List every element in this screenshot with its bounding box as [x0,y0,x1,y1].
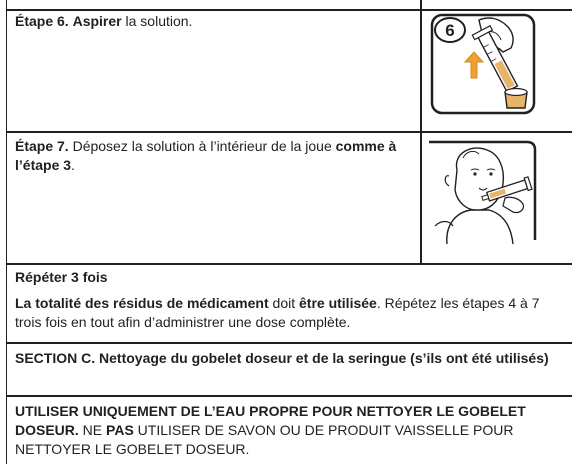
row-divider [7,263,572,265]
row-divider [7,131,572,133]
repeat-text: La totalité des résidus de médicament doit être utilisée. Répétez les étapes 4 à 7 trois fois en tout afin d’administrer une dose complète. [15,295,540,330]
syringe-drawing-illustration [427,12,539,118]
instruction-table [6,0,572,464]
step7-text: Étape 7. Déposez la solution à l’intérieur de la joue comme à l’étape 3. [15,138,397,173]
row-divider [7,395,572,397]
step6-text: Étape 6. Aspirer la solution. [15,13,193,29]
row-divider [7,9,572,11]
cleaning-warning: UTILISER UNIQUEMENT DE L’EAU PROPRE POUR NETTOYER LE GOBELET DOSEUR. NE PAS UTILISER DE SAVON OU DE PRODUIT VAISSELLE POUR NETTOYER LE GOBELET DOSEUR. [15,403,526,457]
repeat-heading: Répéter 3 fois [15,269,108,285]
step-badge: 6 [445,21,455,40]
baby-syringe-illustration [427,140,539,246]
row-divider [7,342,572,344]
column-divider [420,0,422,264]
section-c-heading: SECTION C. Nettoyage du gobelet doseur et de la seringue (s’ils ont été utilisés) [15,350,549,366]
